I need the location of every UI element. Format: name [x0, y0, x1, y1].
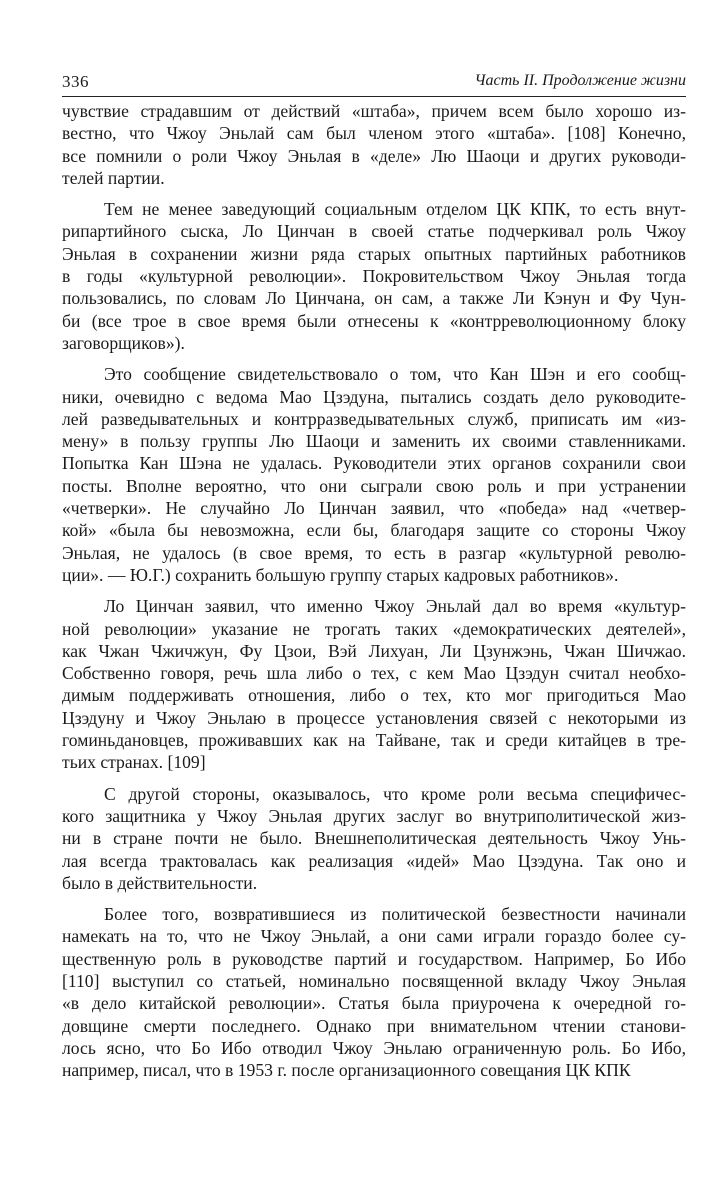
paragraph — [62, 198, 686, 354]
text-line: все помнили о роли Чжоу Эньлая в «деле» Лю Шаоци и других руководи- — [62, 145, 686, 166]
paragraph — [62, 363, 686, 586]
paragraph-gap — [62, 189, 686, 198]
text-line: телей партии. — [62, 167, 165, 188]
text-line: лей разведывательных и контрразведывательных служб, приписать им «из- — [62, 408, 686, 429]
text-line: щественную роль в руководстве партий и государством. Например, Бо Ибо — [62, 948, 686, 969]
text-line: лось ясно, что Бо Ибо отводил Чжоу Эньлаю ограниченную роль. Бо Ибо, — [62, 1037, 686, 1058]
text-line: Более того, возвратившиеся из политической безвестности начинали — [104, 904, 686, 925]
text-line: лая всегда трактовалась как реализация «идей» Мао Цзэдуна. Так оно и — [62, 850, 686, 871]
body-text — [62, 100, 686, 1081]
text-line: тьих странах. [109] — [62, 752, 206, 773]
text-line: Ло Цинчан заявил, что именно Чжоу Эньлай дал во время «культур- — [104, 596, 686, 617]
page-number: 336 — [62, 72, 89, 91]
text-line: посты. Вполне вероятно, что они сыграли свою роль и при устранении — [62, 475, 686, 496]
running-title: Часть II. Продолжение жизни — [474, 72, 686, 89]
paragraph — [62, 783, 686, 894]
text-line: Попытка Кан Шэна не удалась. Руководители этих органов сохранили свои — [62, 453, 686, 474]
text-line: рипартийного сыска, Ло Цинчан в своей статье подчеркивал роль Чжоу — [62, 221, 686, 242]
paragraph — [62, 100, 686, 189]
paragraph — [62, 903, 686, 1081]
text-line: «четверки». Не случайно Ло Цинчан заявил, что «победа» над «четвер- — [62, 498, 686, 519]
text-line: ции». — Ю.Г.) сохранить большую группу старых кадровых работников». — [62, 564, 619, 585]
text-line: вестно, что Чжоу Эньлай сам был членом этого «штаба». [108] Конечно, — [62, 123, 686, 144]
text-line: Тем не менее заведующий социальным отделом ЦК КПК, то есть внут- — [104, 199, 686, 220]
text-line: ни в стране почти не было. Внешнеполитическая деятельность Чжоу Унь- — [62, 828, 686, 849]
text-line: Эньлая, не удалось (в свое время, то есть в разгар «культурной револю- — [62, 542, 686, 563]
text-line: пользовались, по словам Ло Цинчана, он сам, а также Ли Кэнун и Фу Чун- — [62, 288, 686, 309]
text-line: ной революции» указание не трогать таких «демократических деятелей», — [62, 618, 686, 639]
text-line: Эньлая в сохранении жизни ряда старых опытных партийных работников — [62, 243, 686, 264]
text-line: например, писал, что в 1953 г. после организационного совещания ЦК КПК — [62, 1060, 631, 1081]
text-line: Это сообщение свидетельствовало о том, что Кан Шэн и его сообщ- — [104, 364, 686, 385]
page-header — [62, 70, 686, 97]
text-line: заговорщиков»). — [62, 332, 185, 353]
text-line: [110] выступил со статьей, номинально посвященной вкладу Чжоу Эньлая — [62, 970, 686, 991]
paragraph-gap — [62, 894, 686, 903]
paragraph-gap — [62, 586, 686, 595]
text-line: димым поддерживать отношения, либо о тех, кто мог пригодиться Мао — [62, 685, 686, 706]
text-line: как Чжан Чжичжун, Фу Цзои, Вэй Лихуан, Ли Цзунжэнь, Чжан Шичжао. — [62, 640, 686, 661]
text-line: Собственно говоря, речь шла либо о тех, с кем Мао Цзэдун считал необхо- — [62, 663, 686, 684]
text-line: было в действительности. — [62, 872, 258, 893]
text-line: чувствие страдавшим от действий «штаба», причем всем было хорошо из- — [62, 101, 686, 121]
text-line: довщине смерти последнего. Однако при внимательном чтении станови- — [62, 1015, 686, 1036]
paragraph — [62, 595, 686, 773]
text-line: Цзэдуну и Чжоу Эньлаю в процессе установления связей с некоторыми из — [62, 707, 686, 728]
text-line: кой» «была бы невозможна, если бы, благодаря защите со стороны Чжоу — [62, 520, 686, 541]
text-line: мену» в пользу группы Лю Шаоци и заменить их своими ставленниками. — [62, 431, 686, 452]
text-line: кого защитника у Чжоу Эньлая других заслуг во внутриполитической жиз- — [62, 805, 686, 826]
text-line: «в дело китайской революции». Статья была приурочена к очередной го- — [62, 993, 686, 1014]
text-line: намекать на то, что не Чжоу Эньлай, а они сами играли гораздо более су- — [62, 926, 686, 947]
text-line: С другой стороны, оказывалось, что кроме роли весьма специфичес- — [104, 783, 686, 804]
text-line: в годы «культурной революции». Покровительством Чжоу Эньлая тогда — [62, 266, 686, 287]
paragraph-gap — [62, 774, 686, 783]
text-line: ники, очевидно с ведома Мао Цзэдуна, пытались создать дело руководите- — [62, 386, 686, 407]
paragraph-gap — [62, 354, 686, 363]
text-line: гоминьдановцев, проживавших как на Тайване, так и среди китайцев в тре- — [62, 730, 686, 751]
text-line: би (все трое в свое время были отнесены к «контрреволюционному блоку — [62, 310, 686, 331]
